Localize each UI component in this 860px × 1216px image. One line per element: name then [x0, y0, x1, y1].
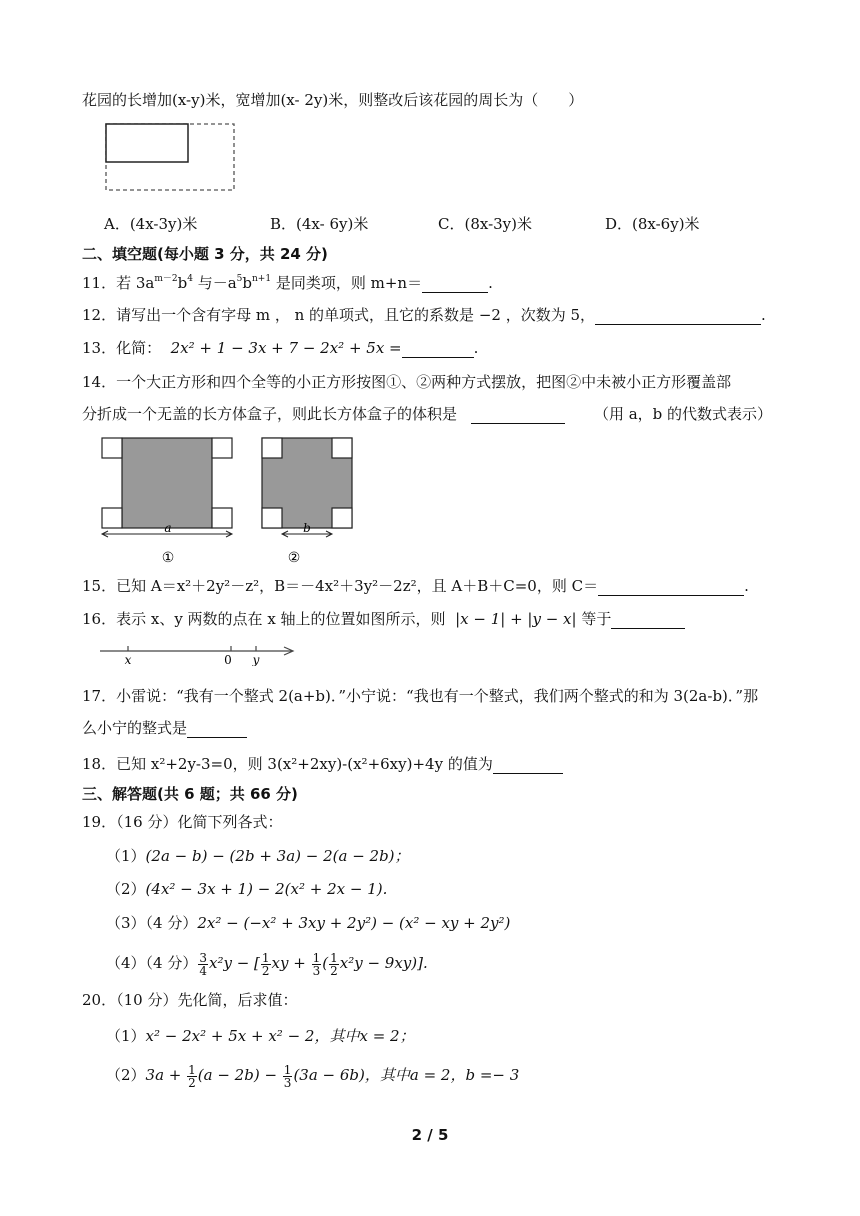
fraction: $\frac{1}{2}$ [261, 950, 270, 978]
question-19-part4: （4）（4 分） $\frac{3}{4}$ x²y − [ $\frac{1}{2}$ xy + $\frac{1}{3}$ ( $\frac{1}{2}$ x²y − 9xy)]. [106, 950, 428, 978]
question-20-stem: 20．（10 分）先化简，后求值： [82, 991, 298, 1009]
answer-blank[interactable] [598, 580, 744, 596]
question-16: 16．表示 x、y 两数的点在 x 轴上的位置如图所示，则 |x − 1| + |y − x| 等于 [82, 609, 685, 629]
question-18: 18．已知 x²+2y-3=0，则 3(x²+2xy)-(x²+6xy)+4y 的值为 [82, 754, 563, 774]
answer-blank[interactable] [595, 309, 761, 325]
fraction: $\frac{1}{3}$ [283, 1062, 292, 1090]
answer-blank[interactable] [471, 408, 565, 424]
question-13: 13．化简： 2x² + 1 − 3x + 7 − 2x² + 5x = . [82, 339, 479, 357]
fig2-dim-label: b [303, 521, 311, 535]
big-square-1 [122, 438, 212, 528]
page-number: 2 / 5 [411, 1126, 449, 1144]
garden-original-rect [106, 124, 188, 162]
question-14-line2: 分折成一个无盖的长方体盒子，则此长方体盒子的体积是 （用 a，b 的代数式表示） [82, 405, 773, 423]
answer-blank[interactable] [402, 342, 474, 358]
fraction: $\frac{3}{4}$ [199, 950, 207, 978]
q10-option-d: D．(8x-6y)米 [605, 215, 700, 233]
question-19-part3: （3）（4 分）2x² − (−x² + 3xy + 2y²) − (x² − xy + 2y²) [106, 914, 511, 932]
question-15: 15．已知 A＝x²＋2y²－z²，B＝－4x²＋3y²－2z²，且 A＋B＋C=0，则 C＝ . [82, 577, 749, 595]
question-12: 12．请写出一个含有字母 m ， n 的单项式，且它的系数是 −2 ，次数为 5， . [82, 306, 766, 324]
origin-label: 0 [224, 653, 232, 666]
question-20-part1: （1）x² − 2x² + 5x + x² − 2，其中x = 2； [106, 1027, 415, 1045]
small-square [212, 438, 232, 458]
answer-blank[interactable] [422, 277, 488, 293]
small-square [332, 508, 352, 528]
fig2-caption: ② [287, 550, 301, 566]
fraction: $\frac{1}{2}$ [188, 1062, 196, 1090]
number-line [98, 640, 298, 666]
squares-figure [98, 436, 358, 568]
fraction: $\frac{1}{3}$ [312, 950, 321, 978]
question-11: 11．若 $3a^{m-2}b^4$ 与$-a^5b^{n+1}$ 是同类项，则 m+n＝ . [82, 274, 493, 292]
answer-blank[interactable] [187, 722, 247, 738]
question-17-line1: 17．小雷说：“我有一个整式 2(a+b)．”小宁说：“我也有一个整式，我们两个整式的和为 3(2a-b)．”那 [82, 687, 759, 705]
question-14-line1: 14．一个大正方形和四个全等的小正方形按图①、②两种方式摆放，把图②中未被小正方形覆盖部 [82, 373, 732, 391]
section-fill-in-title: 二、填空题(每小题 3 分，共 24 分) [82, 245, 328, 263]
small-square [102, 438, 122, 458]
fig1-caption: ① [161, 550, 175, 566]
answer-blank[interactable] [493, 758, 563, 774]
small-square [332, 438, 352, 458]
q10-stem: 花园的长增加(x-y)米，宽增加(x- 2y)米，则整改后该花园的周长为（ ） [82, 91, 584, 109]
question-19-part2: （2）(4x² − 3x + 1) − 2(x² + 2x − 1). [106, 880, 388, 898]
point-x-label: x [124, 653, 132, 666]
small-square [262, 508, 282, 528]
small-square [102, 508, 122, 528]
section-solution-title: 三、解答题(共 6 题；共 66 分) [82, 785, 298, 803]
answer-blank[interactable] [611, 613, 685, 629]
fig1-dim-label: a [164, 521, 172, 535]
question-17-line2: 么小宁的整式是 [82, 718, 247, 738]
q10-option-b: B．(4x- 6y)米 [270, 215, 369, 233]
question-19-part1: （1）(2a − b) − (2b + 3a) − 2(a − 2b)； [106, 847, 410, 865]
question-20-part2: （2）3a + $\frac{1}{2}$ (a − 2b) − $\frac{1}{3}$ (3a − 6b)，其中a = 2，b =− 3 [106, 1062, 520, 1090]
small-square [212, 508, 232, 528]
point-y-label: y [252, 653, 260, 666]
garden-figure [100, 120, 240, 194]
fraction: $\frac{1}{2}$ [330, 950, 338, 978]
q10-option-a: A．(4x-3y)米 [104, 215, 198, 233]
small-square [262, 438, 282, 458]
q10-option-c: C．(8x-3y)米 [438, 215, 533, 233]
question-19-stem: 19．（16 分）化简下列各式： [82, 813, 283, 831]
